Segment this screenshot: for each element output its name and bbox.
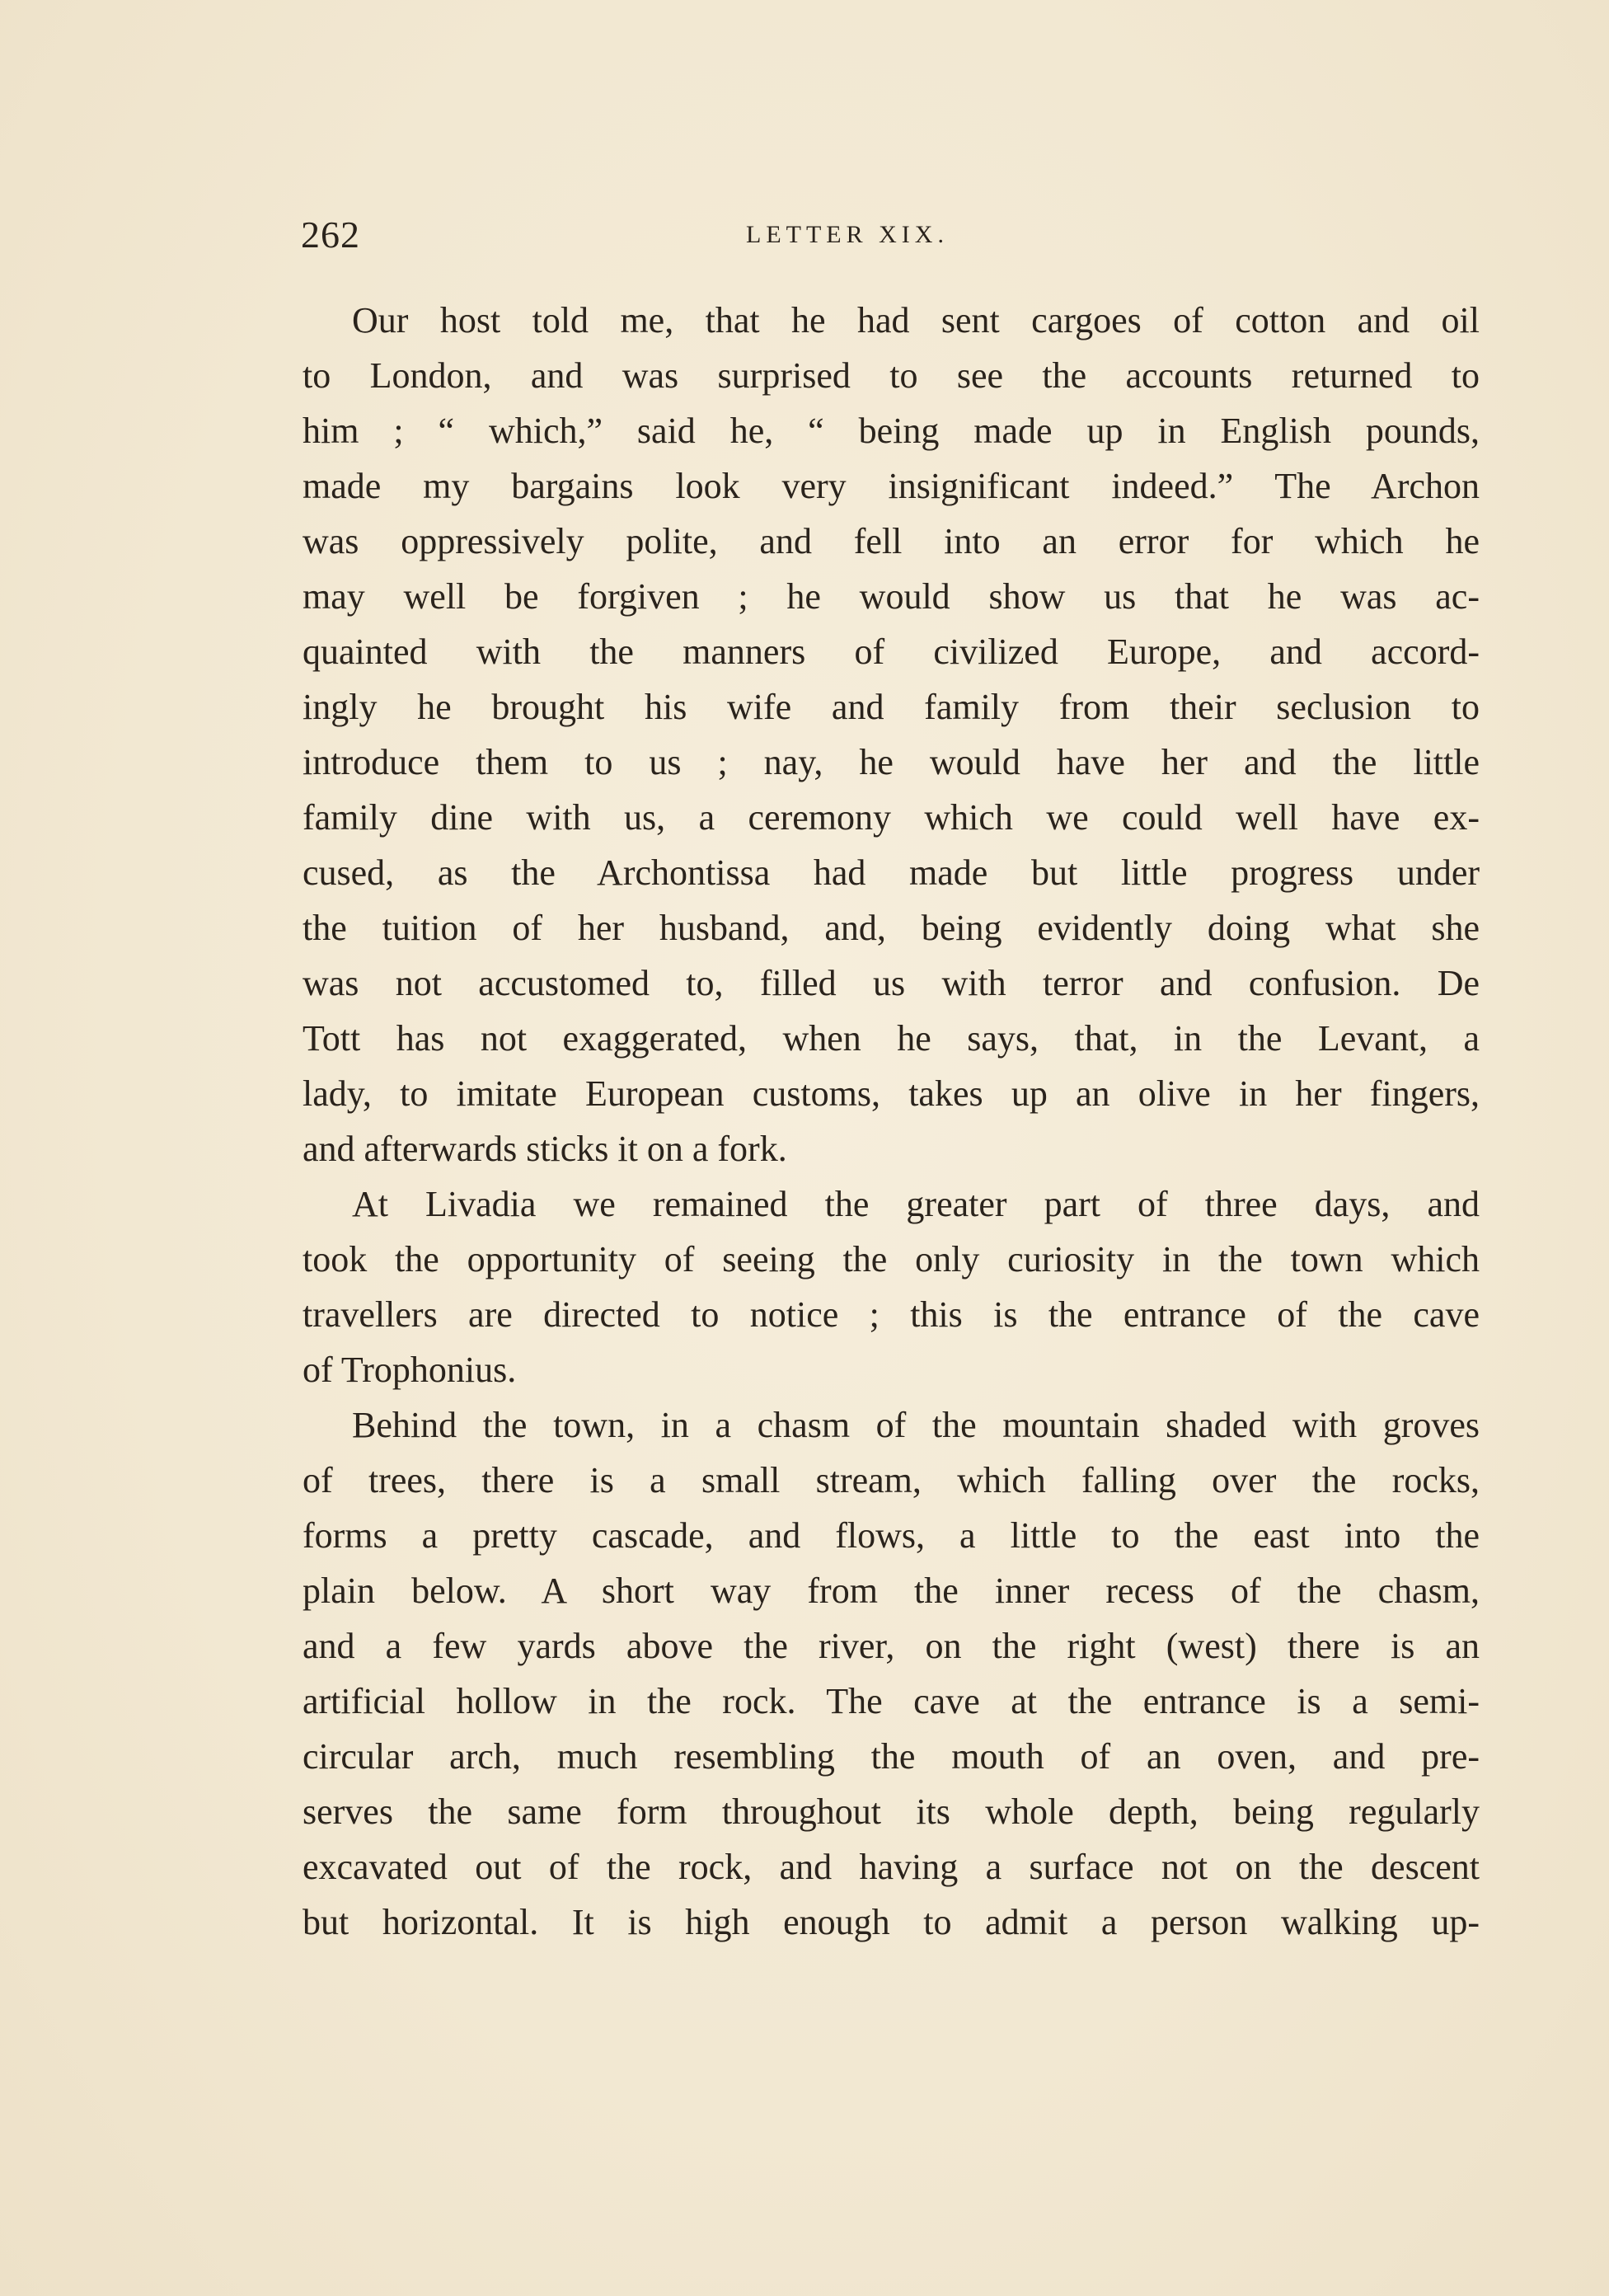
running-head: LETTER XIX. [746, 221, 949, 248]
text-line: may well be forgiven ; he would show us that he was ac- [303, 576, 1480, 617]
text-line: travellers are directed to notice ; this is the entrance of the cave [303, 1294, 1480, 1335]
text-line: excavated out of the rock, and having a surface not on the descent [303, 1847, 1480, 1887]
text-line: but horizontal. It is high enough to admit a person walking up- [303, 1902, 1480, 1942]
page-number: 262 [301, 214, 360, 256]
text-line: lady, to imitate European customs, takes up an olive in her fingers, [303, 1073, 1480, 1114]
text-line: introduce them to us ; nay, he would have her and the little [303, 742, 1480, 782]
body-text [303, 293, 1480, 1950]
text-line: quainted with the manners of civilized Europe, and accord- [303, 632, 1480, 672]
text-line: plain below. A short way from the inner recess of the chasm, [303, 1571, 1480, 1611]
text-line: artificial hollow in the rock. The cave at the entrance is a semi- [303, 1681, 1480, 1721]
text-line: of trees, there is a small stream, which falling over the rocks, [303, 1460, 1480, 1500]
text-line: and afterwards sticks it on a fork. [303, 1129, 787, 1169]
page-header [301, 213, 1480, 262]
text-line: Our host told me, that he had sent cargoes of cotton and oil [352, 300, 1480, 340]
text-line: and a few yards above the river, on the right (west) there is an [303, 1626, 1480, 1666]
text-line: took the opportunity of seeing the only curiosity in the town which [303, 1239, 1480, 1279]
text-line: circular arch, much resembling the mouth of an oven, and pre- [303, 1736, 1480, 1777]
text-line: cused, as the Archontissa had made but little progress under [303, 852, 1480, 893]
text-line: Behind the town, in a chasm of the mountain shaded with groves [352, 1405, 1480, 1445]
text-line: forms a pretty cascade, and flows, a little to the east into the [303, 1515, 1480, 1556]
text-line: him ; “ which,” said he, “ being made up in English pounds, [303, 411, 1480, 451]
text-line: ingly he brought his wife and family from their seclusion to [303, 687, 1480, 727]
text-line: serves the same form throughout its whole depth, being regularly [303, 1791, 1480, 1832]
text-line: of Trophonius. [303, 1350, 517, 1390]
text-line: was oppressively polite, and fell into an error for which he [303, 521, 1480, 561]
text-line: made my bargains look very insignificant indeed.” The Archon [303, 466, 1480, 506]
text-line: to London, and was surprised to see the accounts returned to [303, 355, 1480, 396]
text-line: the tuition of her husband, and, being evidently doing what she [303, 908, 1480, 948]
text-line: family dine with us, a ceremony which we could well have ex- [303, 797, 1480, 838]
text-line: was not accustomed to, filled us with terror and confusion. De [303, 963, 1480, 1003]
text-line: At Livadia we remained the greater part of three days, and [352, 1184, 1480, 1224]
text-line: Tott has not exaggerated, when he says, that, in the Levant, a [303, 1018, 1480, 1059]
